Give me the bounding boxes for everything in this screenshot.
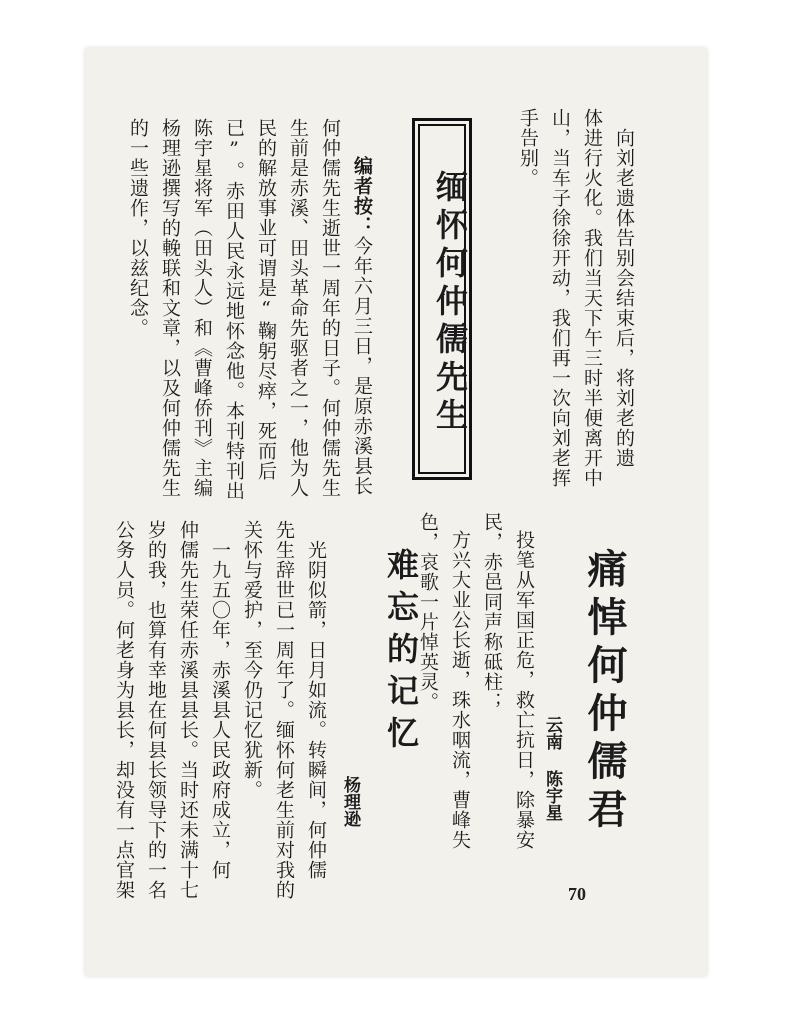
article3-title: 难忘的记忆: [382, 548, 420, 758]
editor-note-col-4: 民的解放事业可谓是“鞠躬尽瘁，死而后: [255, 118, 277, 481]
couplet-col-4: 色，哀歌一片悼英灵。: [417, 512, 439, 712]
editor-note-col-2: 何仲儒先生逝世一周年的日子。何仲儒先生: [319, 118, 341, 498]
couplet-col-3: 方兴大业公长逝，珠水咽流，曹峰失: [449, 530, 471, 850]
memoir-col-7: 公务人员。何老身为县长，却没有一点官架: [113, 520, 135, 900]
memoir-col-6: 岁的我，也算有幸地在何县长领导下的一名: [145, 520, 167, 900]
memoir-col-2: 先生辞世已一周年了。缅怀何老生前对我的: [273, 520, 295, 900]
editor-note-col-7: 杨理逊撰写的輓联和文章，以及何仲儒先生: [159, 118, 181, 498]
article1-title: 缅怀何仲儒先生: [431, 170, 469, 436]
editor-note-col-8: 的一些遗作，以兹纪念。: [127, 118, 149, 338]
article3-author: 杨理逊: [340, 776, 360, 827]
prev-tail-col-2: 体进行火化。我们当天下午三时半便离开中: [581, 108, 603, 488]
prev-tail-col-4: 手告别。: [517, 108, 539, 188]
page-number: 70: [568, 884, 586, 904]
editor-note-col-3: 生前是赤溪、田头革命先驱者之一，他为人: [287, 118, 309, 498]
editor-note-label: 编者按：: [351, 156, 373, 236]
memoir-col-4: 一九五〇年，赤溪县人民政府成立，何: [209, 540, 231, 880]
editor-note-col-5: 已”。赤田人民永远地怀念他。本刊特刊出: [223, 118, 245, 501]
memoir-col-5: 仲儒先生荣任赤溪县县长。当时还未满十七: [177, 520, 199, 900]
couplet-col-2: 民，赤邑同声称砥柱；: [481, 512, 503, 712]
prev-tail-col-1: 向刘老遗体告别会结束后，将刘老的遗: [613, 128, 635, 468]
article2-author-name: 陈宇星: [542, 770, 562, 821]
memoir-col-3: 关怀与爱护，至今仍记忆犹新。: [241, 520, 263, 800]
article2-title: 痛悼何仲儒君: [581, 548, 627, 836]
editor-note-col-6: 陈宇星将军（田头人）和《曹峰侨刊》主编: [191, 118, 213, 498]
memoir-col-1: 光阴似箭，日月如流。转瞬间，何仲儒: [305, 540, 327, 880]
couplet-col-1: 投笔从军国正危，救亡抗日，除暴安: [513, 530, 535, 850]
prev-tail-col-3: 山，当车子徐徐开动，我们再一次向刘老挥: [549, 108, 571, 488]
article2-author-place: 云南: [542, 716, 562, 750]
editor-note-line-1: 今年六月三日，是原赤溪县长: [351, 236, 373, 496]
editor-note-col-1: [352, 156, 371, 496]
